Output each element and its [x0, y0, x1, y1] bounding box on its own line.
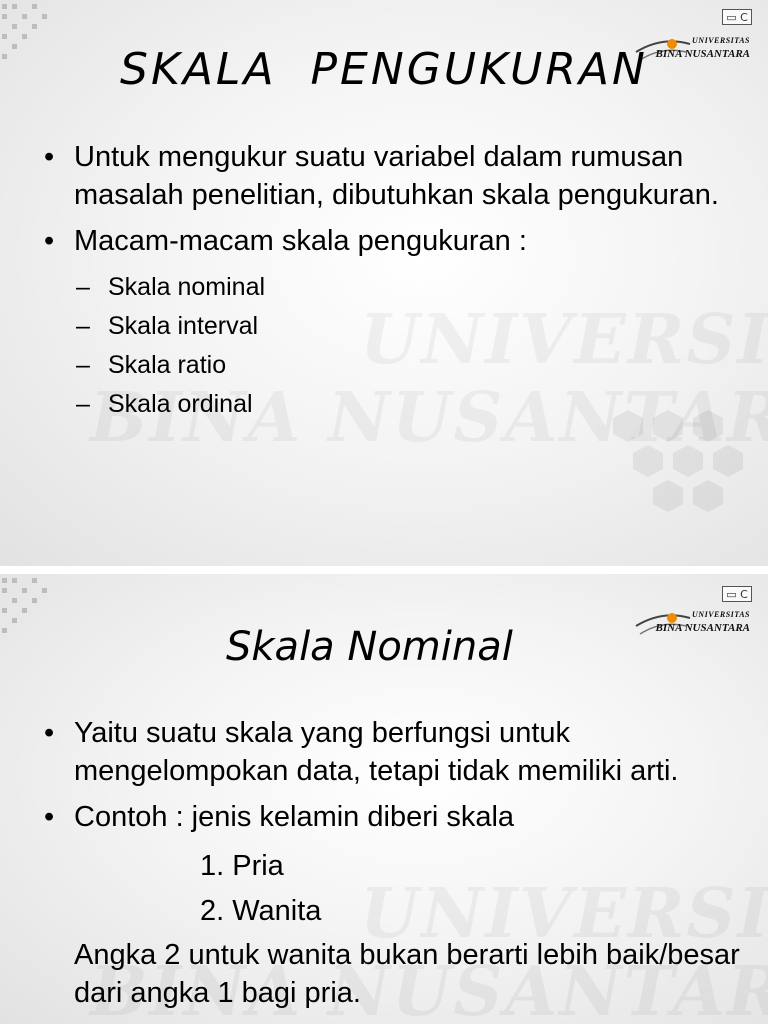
bullet-text: Contoh : jenis kelamin diberi skala	[74, 801, 515, 833]
logo-line-1: UNIVERSITAS	[692, 610, 750, 619]
dash-icon: –	[76, 390, 90, 418]
bullet-icon: •	[44, 717, 55, 749]
dash-icon: –	[76, 273, 90, 301]
slide-body	[44, 138, 724, 424]
bullet-text: Macam-macam skala pengukuran :	[74, 225, 527, 257]
bullet-icon: •	[44, 141, 55, 173]
logo-line-2: BINA NUSANTARA	[655, 48, 750, 60]
bullet-item	[44, 222, 724, 260]
sub-item-text: Skala ratio	[108, 351, 227, 379]
logo-line-1: UNIVERSITAS	[692, 36, 750, 45]
dash-icon: –	[76, 351, 90, 379]
bullet-item	[44, 138, 724, 214]
sub-item	[44, 346, 724, 385]
bullet-item	[44, 798, 744, 836]
slide-title: Skala Nominal	[226, 624, 513, 670]
bullet-icon: •	[44, 225, 55, 257]
bullet-item	[44, 714, 744, 790]
logo-line-2: BINA NUSANTARA	[655, 622, 750, 634]
slide-title: SKALA PENGUKURAN	[120, 44, 648, 95]
corner-icon: ▭ C	[722, 9, 752, 25]
slide-body	[44, 714, 744, 1012]
paragraph-text: Angka 2 untuk wanita bukan berarti lebih baik/besar dari angka 1 bagi pria.	[74, 939, 740, 1009]
sub-item	[44, 307, 724, 346]
sub-item-text: Skala ordinal	[108, 390, 253, 418]
bullet-text: Yaitu suatu skala yang berfungsi untuk mengelompokan data, tetapi tidak memiliki arti.	[74, 717, 679, 787]
sub-item	[44, 268, 724, 307]
university-logo	[632, 604, 750, 644]
slide-2	[0, 574, 768, 1024]
sub-item	[44, 385, 724, 424]
bullet-icon: •	[44, 801, 55, 833]
bullet-text: Untuk mengukur suatu variabel dalam rumusan masalah penelitian, dibutuhkan skala pengukuran.	[74, 141, 719, 211]
sub-item-text: Skala nominal	[108, 273, 266, 301]
numbered-item: 2. Wanita	[200, 895, 322, 927]
sub-item-text: Skala interval	[108, 312, 259, 340]
dash-icon: –	[76, 312, 90, 340]
slide-separator	[0, 566, 768, 574]
numbered-item: 1. Pria	[200, 850, 284, 882]
dot-grid-pattern-icon	[0, 574, 60, 644]
corner-icon: ▭ C	[722, 586, 752, 602]
